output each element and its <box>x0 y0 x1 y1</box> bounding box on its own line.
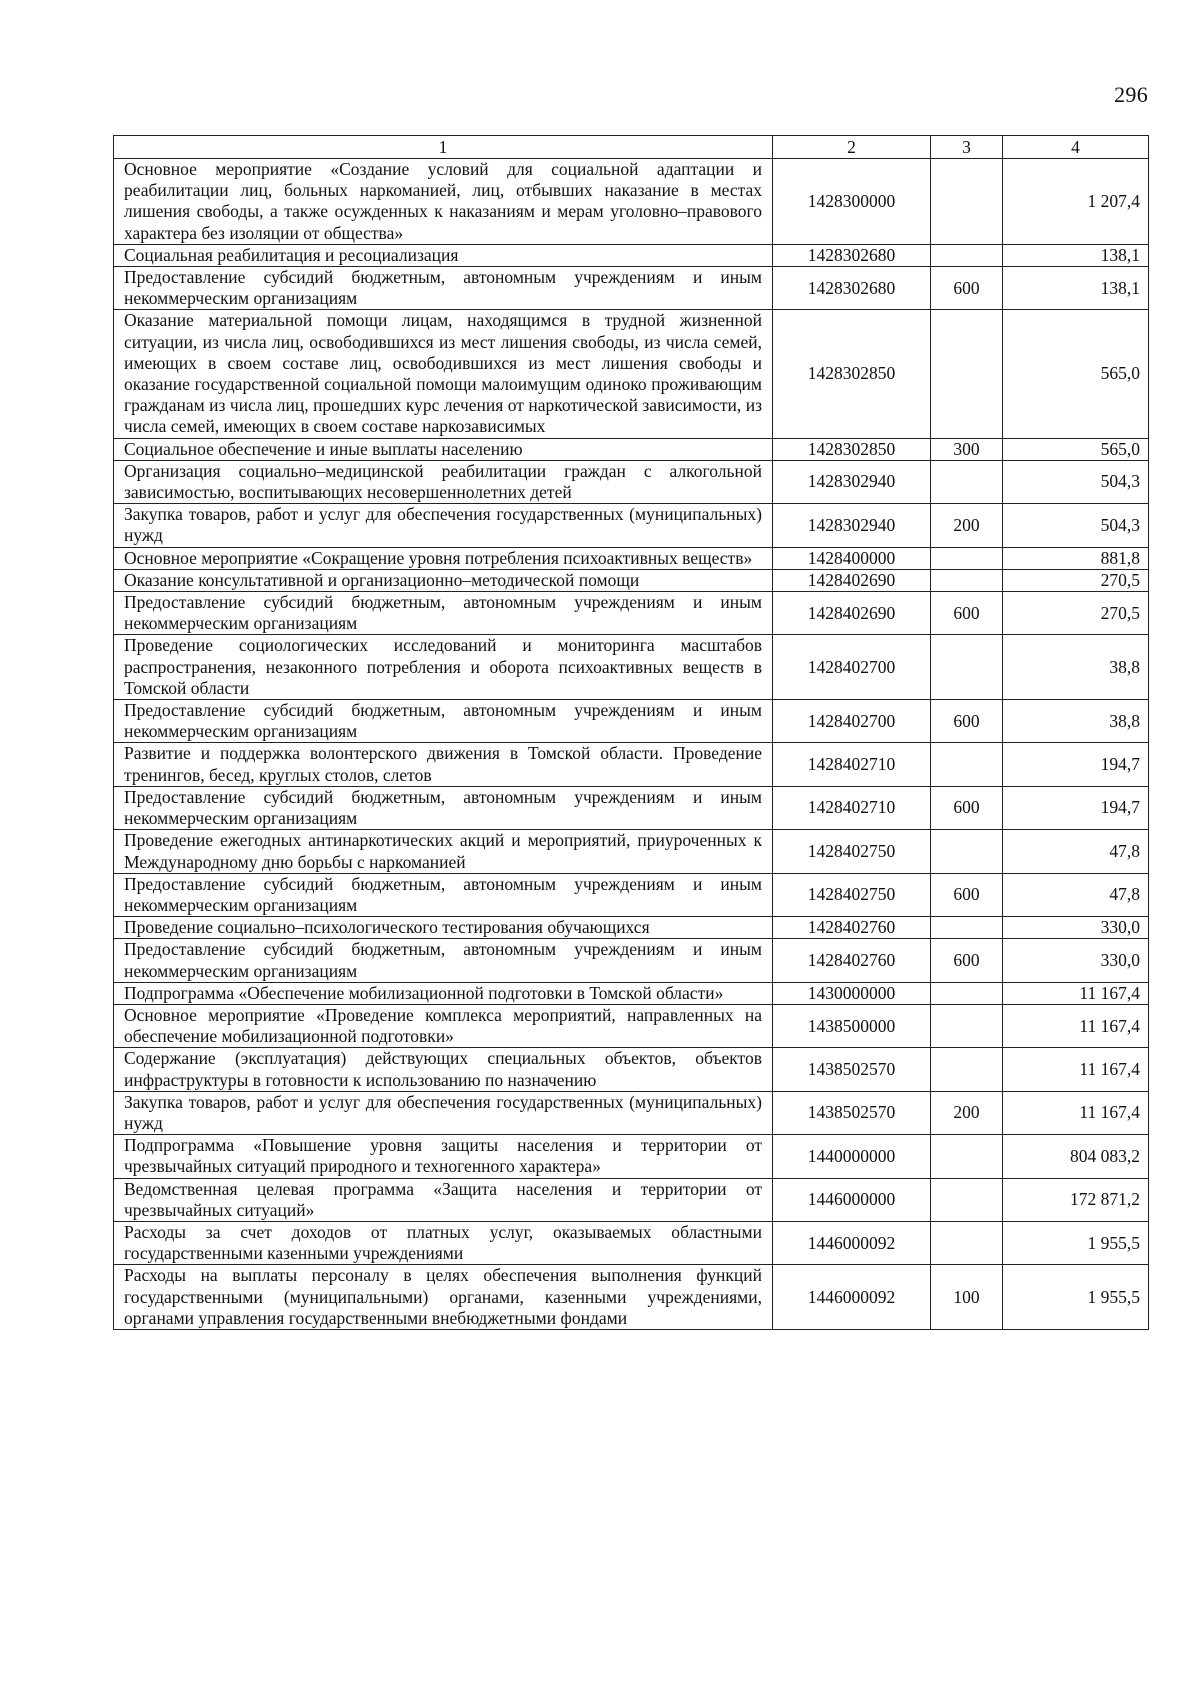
row-code-cell: 1428302680 <box>773 244 931 266</box>
row-name-cell: Основное мероприятие «Проведение комплекса мероприятий, направленных на обеспечение мобилизационной подготовки» <box>114 1004 773 1047</box>
table-row <box>114 786 1149 829</box>
row-type-cell <box>931 830 1003 873</box>
row-type-cell <box>931 460 1003 503</box>
row-amount-cell: 38,8 <box>1003 700 1149 743</box>
row-amount-cell: 881,8 <box>1003 547 1149 569</box>
table-row <box>114 982 1149 1004</box>
row-amount-cell: 38,8 <box>1003 635 1149 700</box>
table-row <box>114 1135 1149 1178</box>
row-type-cell <box>931 917 1003 939</box>
table-row <box>114 310 1149 438</box>
row-code-cell: 1446000092 <box>773 1265 931 1330</box>
row-amount-cell: 194,7 <box>1003 743 1149 786</box>
row-type-cell <box>931 310 1003 438</box>
row-name-cell: Основное мероприятие «Сокращение уровня потребления психоактивных веществ» <box>114 547 773 569</box>
budget-table <box>113 135 1149 1330</box>
row-type-cell: 600 <box>931 939 1003 982</box>
row-type-cell <box>931 569 1003 591</box>
row-amount-cell: 330,0 <box>1003 917 1149 939</box>
table-row <box>114 504 1149 547</box>
row-type-cell: 600 <box>931 700 1003 743</box>
row-amount-cell: 172 871,2 <box>1003 1178 1149 1221</box>
row-name-cell: Предоставление субсидий бюджетным, автономным учреждениям и иным некоммерческим организациям <box>114 267 773 310</box>
table-row <box>114 873 1149 916</box>
row-name-cell: Оказание материальной помощи лицам, находящимся в трудной жизненной ситуации, из числа лиц, освободившихся из мест лишения свободы, из числа семей, имеющих в своем составе лиц, освободившихся из мест лишения свободы и оказание государственной социальной помощи малоимущим одиноко проживающим гражданам из числа лиц, прошедших курс лечения от наркотической зависимости, из числа семей, имеющих в своем составе наркозависимых <box>114 310 773 438</box>
table-row <box>114 1048 1149 1091</box>
table-body <box>114 159 1149 1330</box>
row-name-cell: Ведомственная целевая программа «Защита населения и территории от чрезвычайных ситуаций» <box>114 1178 773 1221</box>
row-code-cell: 1438502570 <box>773 1048 931 1091</box>
table-row <box>114 917 1149 939</box>
row-amount-cell: 194,7 <box>1003 786 1149 829</box>
row-code-cell: 1428302940 <box>773 460 931 503</box>
row-type-cell: 300 <box>931 438 1003 460</box>
row-type-cell: 600 <box>931 873 1003 916</box>
table-row <box>114 1091 1149 1134</box>
table-row <box>114 244 1149 266</box>
row-type-cell <box>931 244 1003 266</box>
table-row <box>114 159 1149 245</box>
row-code-cell: 1438502570 <box>773 1091 931 1134</box>
table-row <box>114 1265 1149 1330</box>
row-name-cell: Расходы за счет доходов от платных услуг, оказываемых областными государственными казенными учреждениями <box>114 1221 773 1264</box>
row-name-cell: Проведение ежегодных антинаркотических акций и мероприятий, приуроченных к Международному дню борьбы с наркоманией <box>114 830 773 873</box>
table-row <box>114 547 1149 569</box>
column-header-type: 3 <box>931 136 1003 159</box>
row-code-cell: 1430000000 <box>773 982 931 1004</box>
row-amount-cell: 11 167,4 <box>1003 1004 1149 1047</box>
table-row <box>114 700 1149 743</box>
row-code-cell: 1446000092 <box>773 1221 931 1264</box>
row-type-cell <box>931 1178 1003 1221</box>
table-header-row <box>114 136 1149 159</box>
row-type-cell <box>931 1048 1003 1091</box>
row-name-cell: Предоставление субсидий бюджетным, автономным учреждениям и иным некоммерческим организациям <box>114 786 773 829</box>
row-name-cell: Организация социально–медицинской реабилитации граждан с алкогольной зависимостью, воспитывающих несовершеннолетних детей <box>114 460 773 503</box>
row-type-cell <box>931 1221 1003 1264</box>
row-type-cell: 600 <box>931 267 1003 310</box>
row-name-cell: Проведение социально–психологического тестирования обучающихся <box>114 917 773 939</box>
row-name-cell: Предоставление субсидий бюджетным, автономным учреждениям и иным некоммерческим организациям <box>114 592 773 635</box>
row-name-cell: Предоставление субсидий бюджетным, автономным учреждениям и иным некоммерческим организациям <box>114 939 773 982</box>
row-type-cell <box>931 1135 1003 1178</box>
row-type-cell: 600 <box>931 786 1003 829</box>
row-amount-cell: 1 207,4 <box>1003 159 1149 245</box>
table-row <box>114 267 1149 310</box>
row-code-cell: 1428402700 <box>773 635 931 700</box>
row-amount-cell: 804 083,2 <box>1003 1135 1149 1178</box>
row-code-cell: 1428402690 <box>773 569 931 591</box>
row-name-cell: Содержание (эксплуатация) действующих специальных объектов, объектов инфраструктуры в готовности к использованию по назначению <box>114 1048 773 1091</box>
row-name-cell: Подпрограмма «Обеспечение мобилизационной подготовки в Томской области» <box>114 982 773 1004</box>
row-name-cell: Предоставление субсидий бюджетным, автономным учреждениям и иным некоммерческим организациям <box>114 873 773 916</box>
row-type-cell <box>931 547 1003 569</box>
row-name-cell: Основное мероприятие «Создание условий для социальной адаптации и реабилитации лиц, больных наркоманией, лиц, отбывших наказание в местах лишения свободы, а также осужденных к наказаниям и мерам уголовно–правового характера без изоляции от общества» <box>114 159 773 245</box>
table-row <box>114 1221 1149 1264</box>
row-name-cell: Расходы на выплаты персоналу в целях обеспечения выполнения функций государственными (муниципальными) органами, казенными учреждениями, органами управления государственными внебюджетными фондами <box>114 1265 773 1330</box>
row-amount-cell: 1 955,5 <box>1003 1265 1149 1330</box>
row-code-cell: 1428402710 <box>773 786 931 829</box>
row-code-cell: 1428300000 <box>773 159 931 245</box>
row-amount-cell: 565,0 <box>1003 310 1149 438</box>
row-type-cell <box>931 743 1003 786</box>
column-header-amount: 4 <box>1003 136 1149 159</box>
table-row <box>114 592 1149 635</box>
row-amount-cell: 504,3 <box>1003 460 1149 503</box>
row-code-cell: 1428402750 <box>773 830 931 873</box>
table-row <box>114 460 1149 503</box>
row-amount-cell: 11 167,4 <box>1003 1091 1149 1134</box>
row-type-cell: 200 <box>931 504 1003 547</box>
row-amount-cell: 47,8 <box>1003 830 1149 873</box>
row-type-cell: 600 <box>931 592 1003 635</box>
column-header-code: 2 <box>773 136 931 159</box>
table-row <box>114 830 1149 873</box>
page-number: 296 <box>1114 82 1148 107</box>
row-name-cell: Проведение социологических исследований и мониторинга масштабов распространения, незаконного потребления и оборота психоактивных веществ в Томской области <box>114 635 773 700</box>
row-code-cell: 1438500000 <box>773 1004 931 1047</box>
table-row <box>114 635 1149 700</box>
row-name-cell: Оказание консультативной и организационно–методической помощи <box>114 569 773 591</box>
row-code-cell: 1428402760 <box>773 917 931 939</box>
row-type-cell: 100 <box>931 1265 1003 1330</box>
row-amount-cell: 565,0 <box>1003 438 1149 460</box>
row-code-cell: 1428402750 <box>773 873 931 916</box>
row-code-cell: 1446000000 <box>773 1178 931 1221</box>
row-amount-cell: 504,3 <box>1003 504 1149 547</box>
table-row <box>114 939 1149 982</box>
table-row <box>114 1004 1149 1047</box>
row-amount-cell: 138,1 <box>1003 244 1149 266</box>
row-code-cell: 1428302850 <box>773 310 931 438</box>
row-amount-cell: 330,0 <box>1003 939 1149 982</box>
row-name-cell: Социальное обеспечение и иные выплаты населению <box>114 438 773 460</box>
column-header-name: 1 <box>114 136 773 159</box>
table-row <box>114 1178 1149 1221</box>
row-code-cell: 1428402690 <box>773 592 931 635</box>
row-type-cell <box>931 1004 1003 1047</box>
row-name-cell: Закупка товаров, работ и услуг для обеспечения государственных (муниципальных) нужд <box>114 504 773 547</box>
row-type-cell <box>931 635 1003 700</box>
row-amount-cell: 270,5 <box>1003 592 1149 635</box>
row-type-cell <box>931 982 1003 1004</box>
row-code-cell: 1428402760 <box>773 939 931 982</box>
row-name-cell: Предоставление субсидий бюджетным, автономным учреждениям и иным некоммерческим организациям <box>114 700 773 743</box>
table-row <box>114 438 1149 460</box>
row-code-cell: 1428402710 <box>773 743 931 786</box>
row-name-cell: Развитие и поддержка волонтерского движения в Томской области. Проведение тренингов, бесед, круглых столов, слетов <box>114 743 773 786</box>
row-amount-cell: 11 167,4 <box>1003 982 1149 1004</box>
row-name-cell: Закупка товаров, работ и услуг для обеспечения государственных (муниципальных) нужд <box>114 1091 773 1134</box>
row-amount-cell: 11 167,4 <box>1003 1048 1149 1091</box>
table-row <box>114 569 1149 591</box>
row-type-cell <box>931 159 1003 245</box>
row-amount-cell: 270,5 <box>1003 569 1149 591</box>
row-code-cell: 1440000000 <box>773 1135 931 1178</box>
row-code-cell: 1428302680 <box>773 267 931 310</box>
row-code-cell: 1428302850 <box>773 438 931 460</box>
row-name-cell: Подпрограмма «Повышение уровня защиты населения и территории от чрезвычайных ситуаций природного и техногенного характера» <box>114 1135 773 1178</box>
row-amount-cell: 138,1 <box>1003 267 1149 310</box>
row-amount-cell: 47,8 <box>1003 873 1149 916</box>
table-row <box>114 743 1149 786</box>
row-code-cell: 1428302940 <box>773 504 931 547</box>
row-name-cell: Социальная реабилитация и ресоциализация <box>114 244 773 266</box>
row-amount-cell: 1 955,5 <box>1003 1221 1149 1264</box>
row-type-cell: 200 <box>931 1091 1003 1134</box>
row-code-cell: 1428400000 <box>773 547 931 569</box>
row-code-cell: 1428402700 <box>773 700 931 743</box>
